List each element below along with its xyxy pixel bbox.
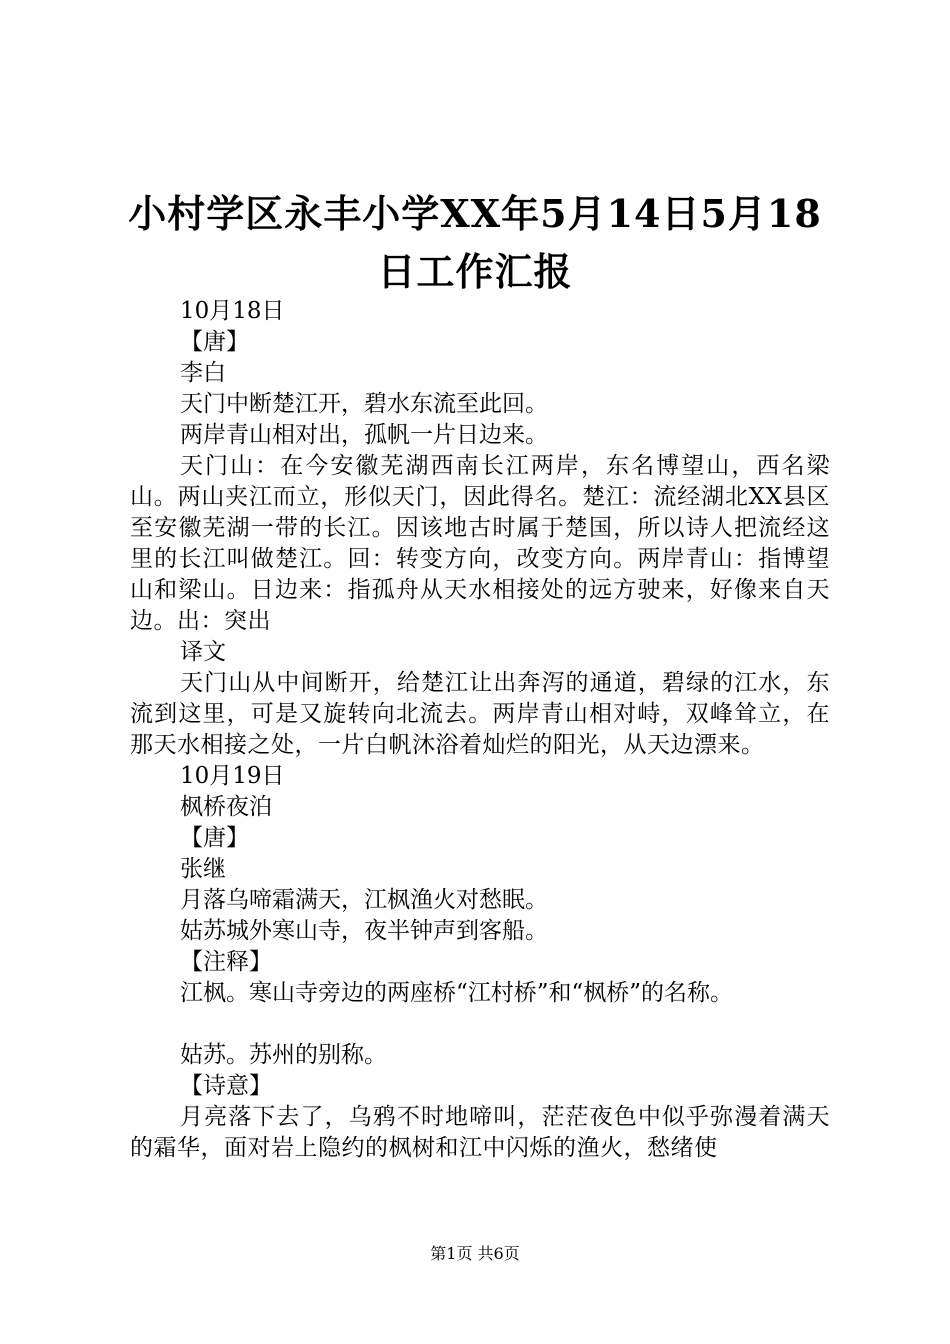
meaning-label: 【诗意】: [180, 1073, 272, 1099]
page-footer: 第1页 共6页: [430, 1244, 520, 1263]
notes-label: 【注释】: [180, 949, 272, 975]
note-item: 姑苏。苏州的别称。: [180, 1042, 387, 1068]
date-heading: 10月19日: [180, 763, 285, 789]
author-name: 李白: [180, 360, 226, 386]
poem-verse: 两岸青山相对出，孤帆一片日边来。: [180, 422, 548, 448]
poem-verse: 月落乌啼霜满天，江枫渔火对愁眠。: [180, 887, 548, 913]
dynasty-label: 【唐】: [180, 825, 249, 851]
poem-verse: 姑苏城外寒山寺，夜半钟声到客船。: [180, 918, 548, 944]
poem-title: 枫桥夜泊: [180, 794, 272, 820]
meaning-paragraph: 月亮落下去了，乌鸦不时地啼叫，茫茫夜色中似乎弥漫着满天的霜华，面对岩上隐约的枫树和江中闪烁的渔火，愁绪使: [130, 1104, 830, 1161]
document-title: 小村学区永丰小学XX年5月14日5月18日工作汇报: [128, 191, 822, 294]
note-item: 江枫。寒山寺旁边的两座桥“江村桥”和“枫桥”的名称。: [180, 980, 734, 1006]
document-body: [130, 296, 830, 1164]
translation-label: 译文: [180, 639, 226, 665]
poem-verse: 天门中断楚江开，碧水东流至此回。: [180, 391, 548, 417]
blank-line: [130, 1009, 830, 1040]
author-name: 张继: [180, 856, 226, 882]
date-heading: 10月18日: [180, 298, 285, 324]
dynasty-label: 【唐】: [180, 329, 249, 355]
translation-paragraph: 天门山从中间断开，给楚江让出奔泻的通道，碧绿的江水，东流到这里，可是又旋转向北流去。两岸青山相对峙，双峰耸立，在那天水相接之处，一片白帆沐浴着灿烂的阳光，从天边漂来。: [130, 670, 830, 758]
annotation-paragraph: 天门山：在今安徽芜湖西南长江两岸，东名博望山，西名梁山。两山夹江而立，形似天门，因此得名。楚江：流经湖北XX县区至安徽芜湖一带的长江。因该地古时属于楚国，所以诗人把流经这里的长江叫做楚江。回：转变方向，改变方向。两岸青山：指博望山和梁山。日边来：指孤舟从天水相接处的远方驶来，好像来自天边。出：突出: [130, 453, 830, 634]
